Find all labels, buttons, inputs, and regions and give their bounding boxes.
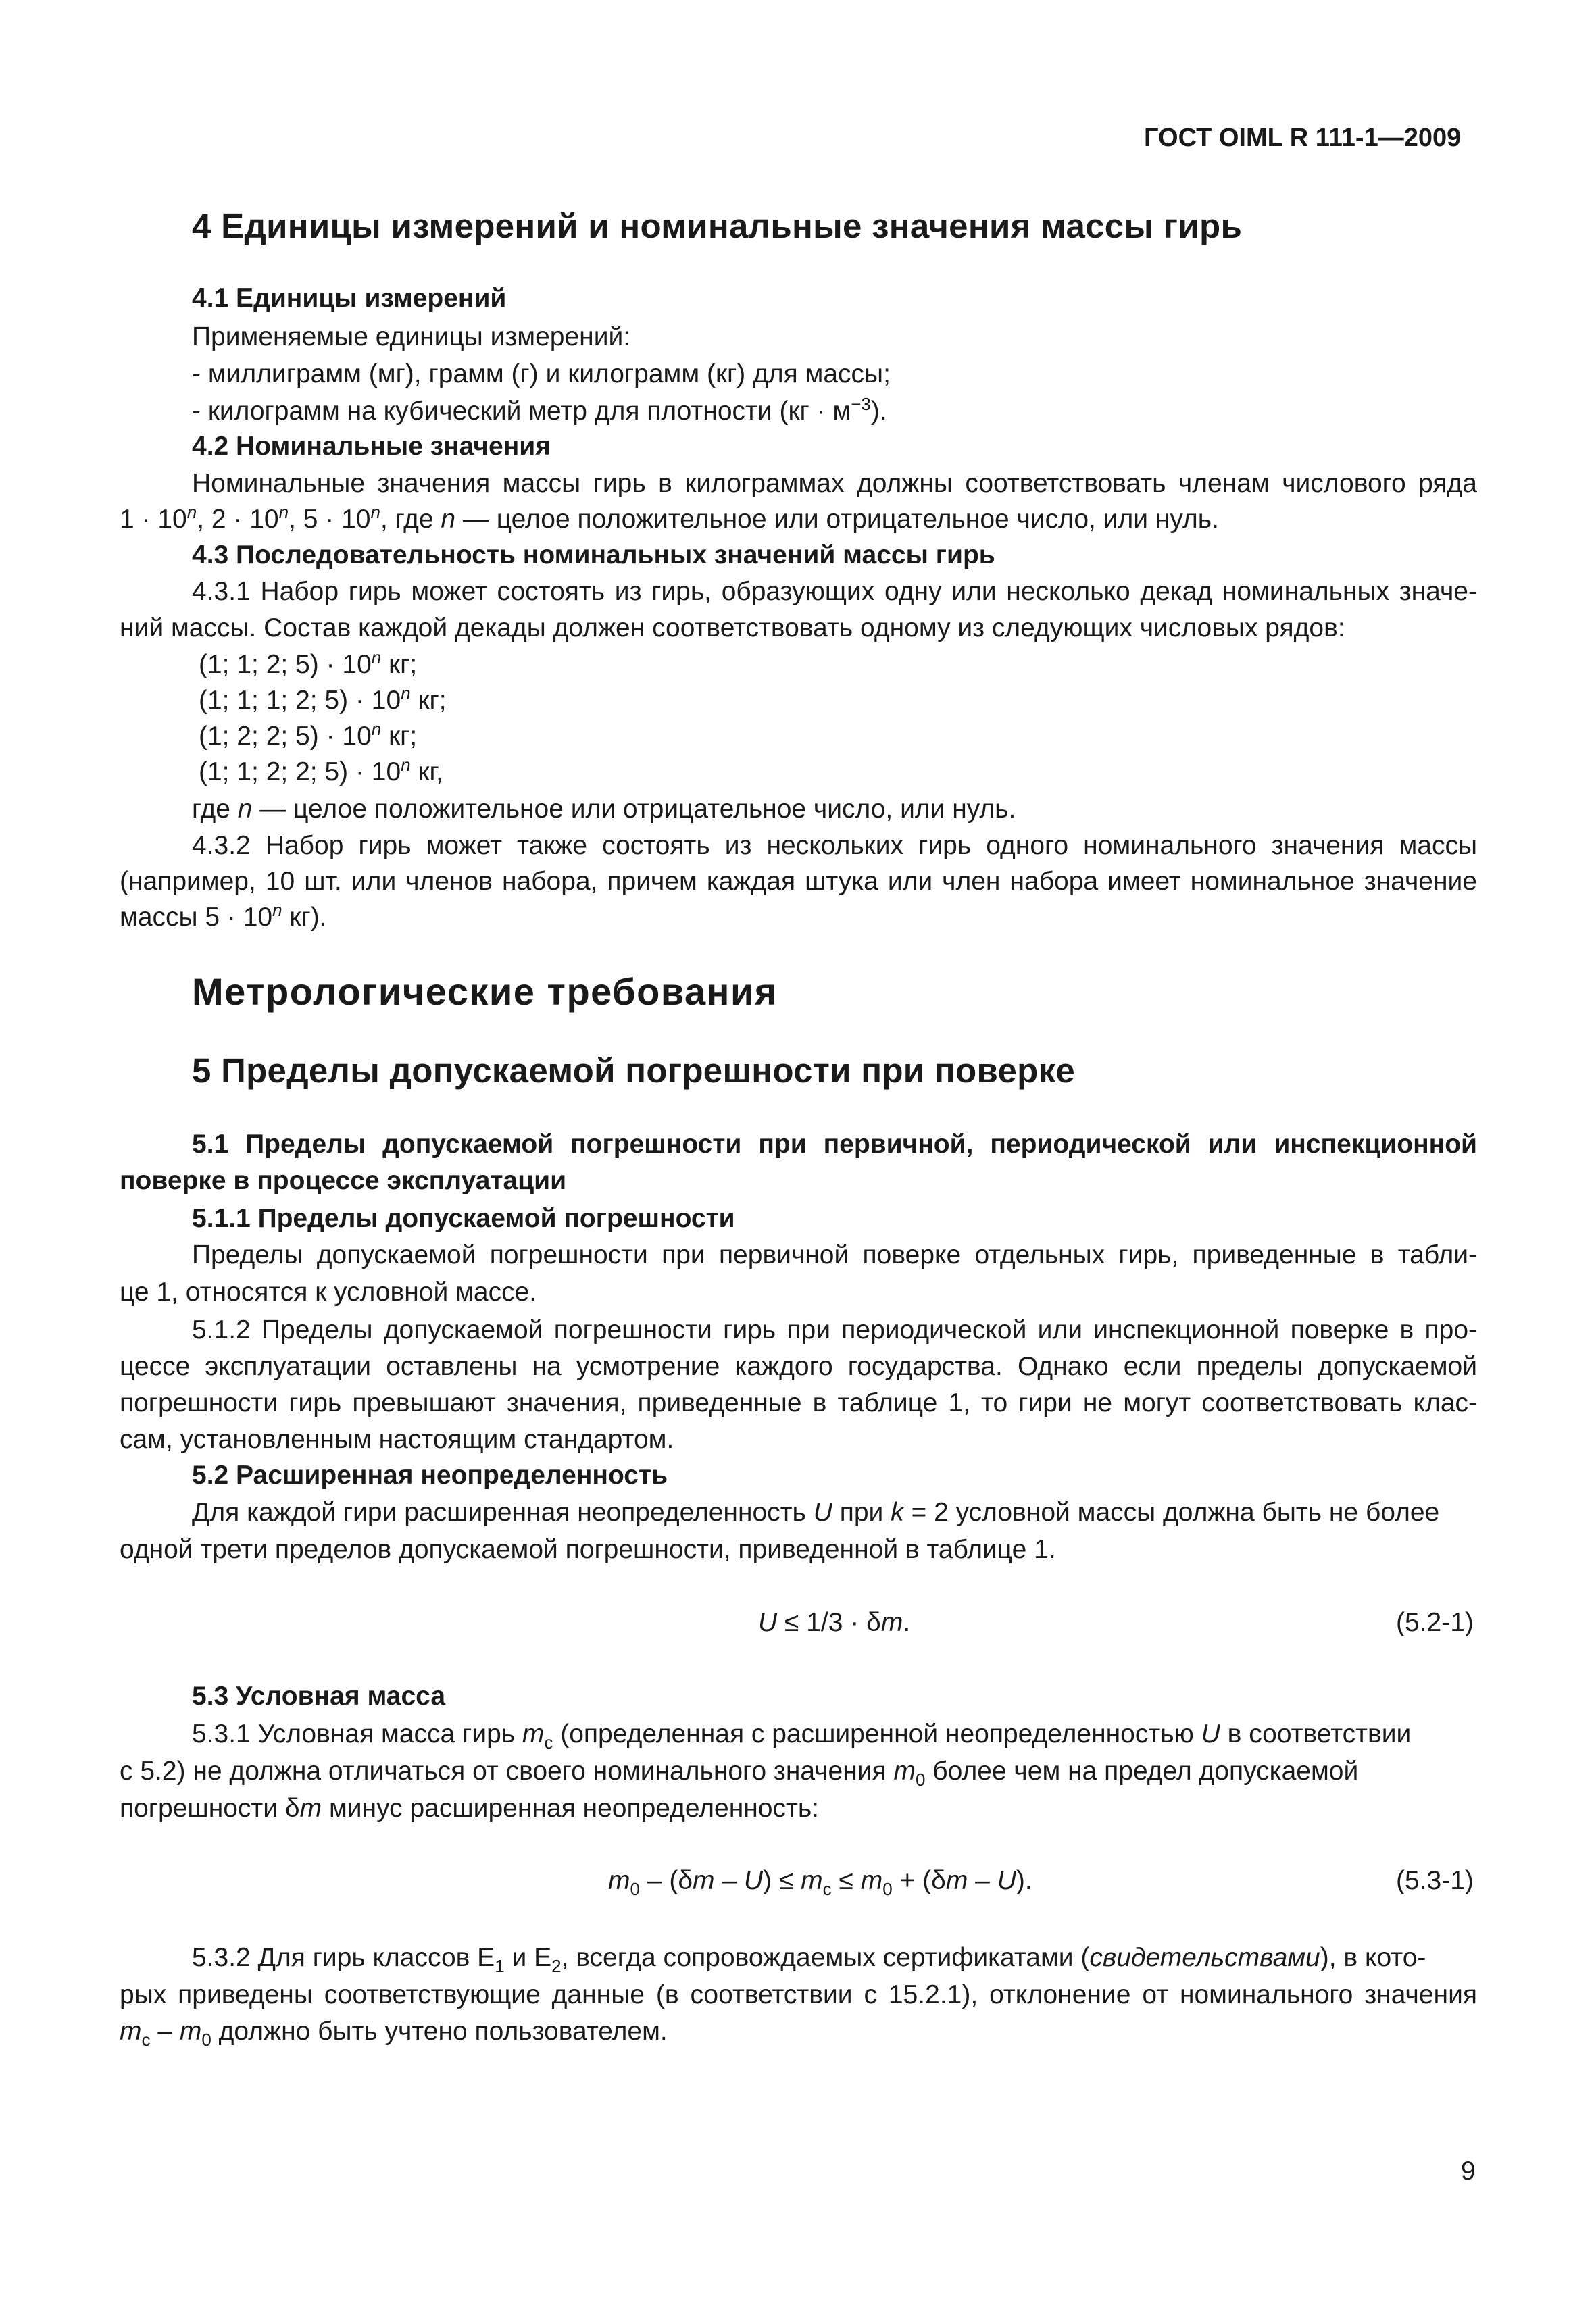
- paragraph: 5.3.2 Для гирь классов $E_1$ и $E_2$, всегда сопровождаемых сертификатами (свидетельствами), в кото-: [192, 1943, 1426, 1976]
- paragraph: 4.3.2 Набор гирь может также состоять из нескольких гирь одного номинального значения массы: [192, 831, 1477, 860]
- section-5-heading: 5 Пределы допускаемой погрешности при поверке: [192, 1051, 1076, 1090]
- paragraph: рых приведены соответствующие данные (в соответствии с 15.2.1), отклонение от номинального значения: [120, 1980, 1477, 2009]
- paragraph: Пределы допускаемой погрешности при первичной поверке отдельных гирь, приведенные в табли-: [192, 1240, 1477, 1269]
- paragraph: 5.1.2 Пределы допускаемой погрешности гирь при периодической или инспекционной поверке в про-: [192, 1315, 1477, 1344]
- equation-number: (5.2-1): [1396, 1608, 1474, 1637]
- number-series: (1; 1; 2; $5) \cdot 10^n$ кг;: [199, 647, 418, 679]
- paragraph: $1 \cdot 10^n$, $2 \cdot 10^n$, $5 \cdot 10^n$, где n — целое положительное или отрицательное число, или нуль.: [120, 502, 1219, 534]
- paragraph: це 1, относятся к условной массе.: [120, 1278, 537, 1307]
- paragraph: Номинальные значения массы гирь в килограммах должны соответствовать членам числового ряда: [192, 469, 1477, 498]
- subsection-4-2-heading: 4.2 Номинальные значения: [192, 432, 551, 461]
- paragraph: где n — целое положительное или отрицательное число, или нуль.: [192, 795, 1016, 824]
- subsection-5-1-heading: поверке в процессе эксплуатации: [120, 1166, 567, 1195]
- paragraph: сам, установленным настоящим стандартом.: [120, 1425, 674, 1454]
- equation-5-2-1: U ≤ 1/3 · δm.: [758, 1608, 911, 1637]
- equation-number: (5.3-1): [1396, 1866, 1474, 1895]
- subsection-5-1-1-heading: 5.1.1 Пределы допускаемой погрешности: [192, 1204, 735, 1233]
- number-series: (1; 1; 2; 2; $5) \cdot 10^n$ кг,: [199, 755, 443, 786]
- paragraph: (например, 10 шт. или членов набора, причем каждая штука или член набора имеет номинальное значение: [120, 867, 1477, 896]
- number-series: (1; 1; 1; 2; $5) \cdot 10^n$ кг;: [199, 683, 447, 715]
- equation-5-3-1: $m_0 - (\delta m - U) \le m_c \le m_0 + (\delta m - U)$.: [608, 1866, 1032, 1899]
- paragraph: одной трети пределов допускаемой погрешности, приведенной в таблице 1.: [120, 1535, 1056, 1564]
- paragraph: погрешности δm минус расширенная неопределенность:: [120, 1794, 819, 1823]
- number-series: (1; 2; 2; $5) \cdot 10^n$ кг;: [199, 719, 418, 751]
- document-id-header: ГОСТ OIML R 111-1—2009: [1144, 124, 1462, 152]
- subsection-5-1-heading: 5.1 Пределы допускаемой погрешности при первичной, периодической или инспекционной: [192, 1130, 1477, 1159]
- subsection-4-1-heading: 4.1 Единицы измерений: [192, 284, 507, 313]
- paragraph: цессе эксплуатации оставлены на усмотрение каждого государства. Однако если пределы допускаемой: [120, 1352, 1477, 1381]
- paragraph: 4.3.1 Набор гирь может состоять из гирь, образующих одну или несколько декад номинальных значе-: [192, 577, 1477, 606]
- paragraph: Применяемые единицы измерений:: [192, 322, 631, 351]
- paragraph: массы $5 \cdot 10^n$ кг).: [120, 900, 327, 932]
- list-item: - миллиграмм (мг), грамм (г) и килограмм (кг) для массы;: [192, 359, 891, 388]
- paragraph: Для каждой гири расширенная неопределенность U при k = 2 условной массы должна быть не более: [192, 1498, 1440, 1527]
- part-heading-metrological: Метрологические требования: [192, 970, 778, 1013]
- subsection-4-3-heading: 4.3 Последовательность номинальных значений массы гирь: [192, 540, 995, 570]
- subsection-5-2-heading: 5.2 Расширенная неопределенность: [192, 1461, 668, 1490]
- section-4-heading: 4 Единицы измерений и номинальные значения массы гирь: [192, 207, 1243, 245]
- page-number: 9: [1461, 2157, 1476, 2186]
- paragraph: погрешности гирь превышают значения, приведенные в таблице 1, то гири не могут соответствовать клас-: [120, 1388, 1477, 1417]
- list-item: - килограмм на кубический метр для плотности $(кг \cdot м^{-3})$.: [192, 394, 887, 426]
- subsection-5-3-heading: 5.3 Условная масса: [192, 1682, 446, 1711]
- paragraph: с 5.2) не должна отличаться от своего номинального значения $m_0$ более чем на предел допускаемой: [120, 1757, 1359, 1790]
- paragraph: ний массы. Состав каждой декады должен соответствовать одному из следующих числовых рядов:: [120, 613, 1345, 643]
- paragraph: $m_c - m_0$ должно быть учтено пользователем.: [120, 2017, 668, 2050]
- paragraph: 5.3.1 Условная масса гирь $m_c$ (определенная с расширенной неопределенностью U в соответствии: [192, 1719, 1412, 1753]
